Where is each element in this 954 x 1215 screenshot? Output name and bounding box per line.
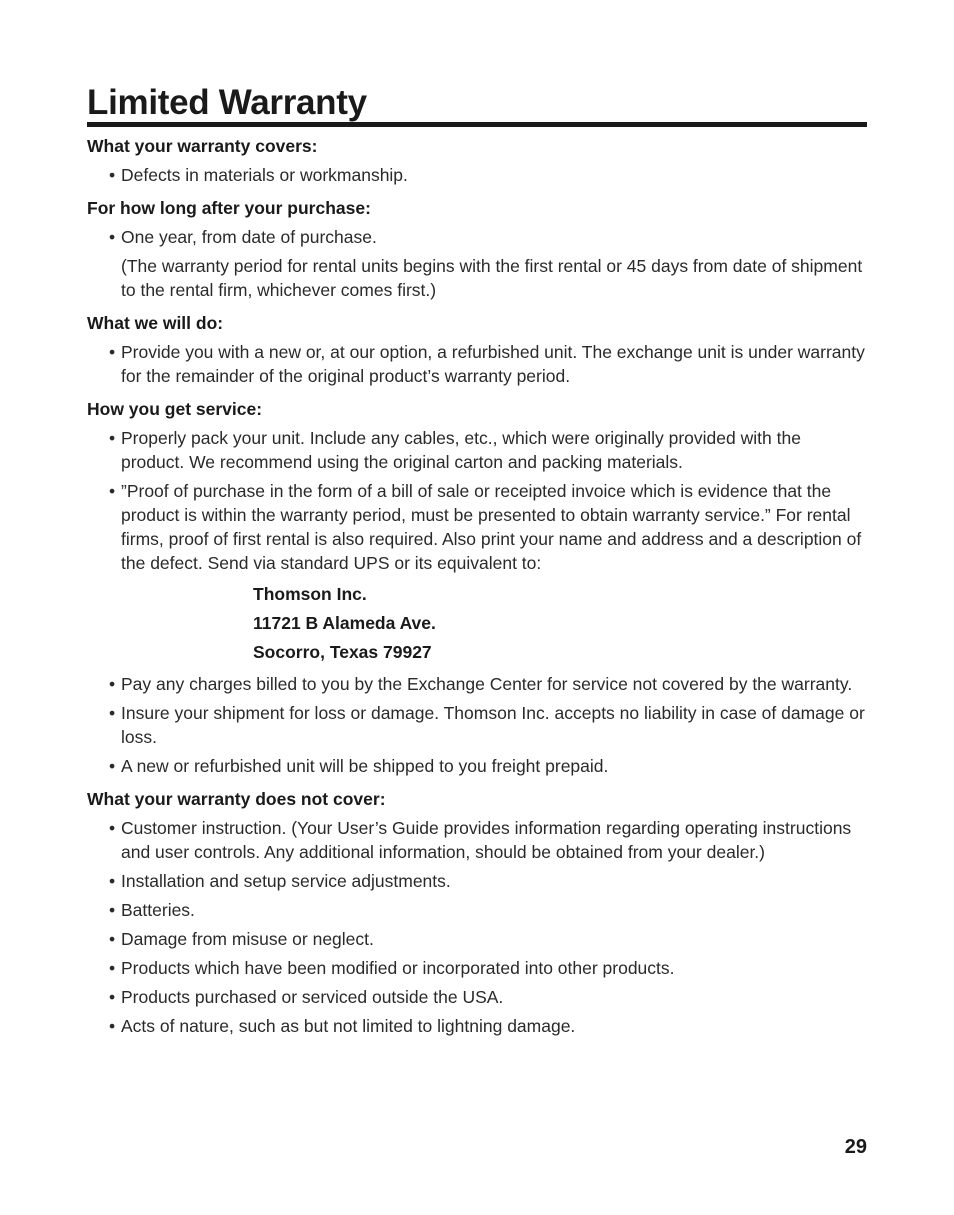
shipping-address <box>87 580 867 667</box>
duration-list <box>87 225 867 249</box>
will-do-list <box>87 340 867 388</box>
page-number: 29 <box>844 1136 867 1158</box>
section-heading-not-cover: What your warranty does not cover: <box>87 789 386 809</box>
list-item: • Pay any charges billed to you by the Exchange Center for service not covered by the warranty. <box>109 674 853 694</box>
service-list-continued <box>87 672 867 778</box>
bullet-icon: • <box>109 674 116 694</box>
bullet-icon: • <box>109 227 116 247</box>
section-heading-service: How you get service: <box>87 399 263 419</box>
service-list <box>87 426 867 575</box>
list-item: • Damage from misuse or neglect. <box>109 929 374 949</box>
page-title: Limited Warranty <box>87 83 367 122</box>
list-item: • Insure your shipment for loss or damage. Thomson Inc. accepts no liability in case of damage or loss. <box>109 703 865 747</box>
bullet-icon: • <box>109 1016 116 1036</box>
bullet-icon: • <box>109 165 116 185</box>
list-item: • Customer instruction. (Your User’s Guide provides information regarding operating instructions and user controls. Any additional information, should be obtained from your dealer.) <box>109 818 852 862</box>
list-item: • Properly pack your unit. Include any cables, etc., which were originally provided with the product. We recommend using the original carton and packing materials. <box>109 428 801 472</box>
bullet-icon: • <box>109 428 116 448</box>
section-heading-covers: What your warranty covers: <box>87 136 318 156</box>
bullet-icon: • <box>109 342 116 362</box>
list-item: • Batteries. <box>109 900 195 920</box>
bullet-icon: • <box>109 756 116 776</box>
list-item: • ”Proof of purchase in the form of a bill of sale or receipted invoice which is evidence that the product is within the warranty period, must be presented to obtain warranty service.” For rental firms, proof of first rental is also required. Also print your name and address and a description of the defect. Send via standard UPS or its equivalent to: <box>109 481 862 573</box>
list-item: • Installation and setup service adjustments. <box>109 871 451 891</box>
address-street: 11721 B Alameda Ave. <box>253 613 436 633</box>
bullet-icon: • <box>109 958 116 978</box>
bullet-icon: • <box>109 703 116 723</box>
list-item: • Defects in materials or workmanship. <box>109 165 408 185</box>
list-item: • Products which have been modified or incorporated into other products. <box>109 958 675 978</box>
section-heading-will-do: What we will do: <box>87 313 224 333</box>
section-heading-duration: For how long after your purchase: <box>87 198 371 218</box>
bullet-icon: • <box>109 929 116 949</box>
list-item: • One year, from date of purchase. <box>109 227 377 247</box>
list-item: • Products purchased or serviced outside the USA. <box>109 987 504 1007</box>
bullet-icon: • <box>109 481 116 501</box>
bullet-icon: • <box>109 871 116 891</box>
covers-list <box>87 163 867 187</box>
rental-note: (The warranty period for rental units begins with the first rental or 45 days from date of shipment to the rental firm, whichever comes first.) <box>121 256 863 300</box>
bullet-icon: • <box>109 818 116 838</box>
not-cover-list <box>87 816 867 1038</box>
bullet-icon: • <box>109 900 116 920</box>
address-company: Thomson Inc. <box>253 584 367 604</box>
warranty-page <box>87 82 867 1043</box>
list-item: • Acts of nature, such as but not limited to lightning damage. <box>109 1016 576 1036</box>
list-item: • Provide you with a new or, at our option, a refurbished unit. The exchange unit is under warranty for the remainder of the original product’s warranty period. <box>109 342 865 386</box>
bullet-icon: • <box>109 987 116 1007</box>
address-city: Socorro, Texas 79927 <box>253 642 432 662</box>
list-item: • A new or refurbished unit will be shipped to you freight prepaid. <box>109 756 609 776</box>
